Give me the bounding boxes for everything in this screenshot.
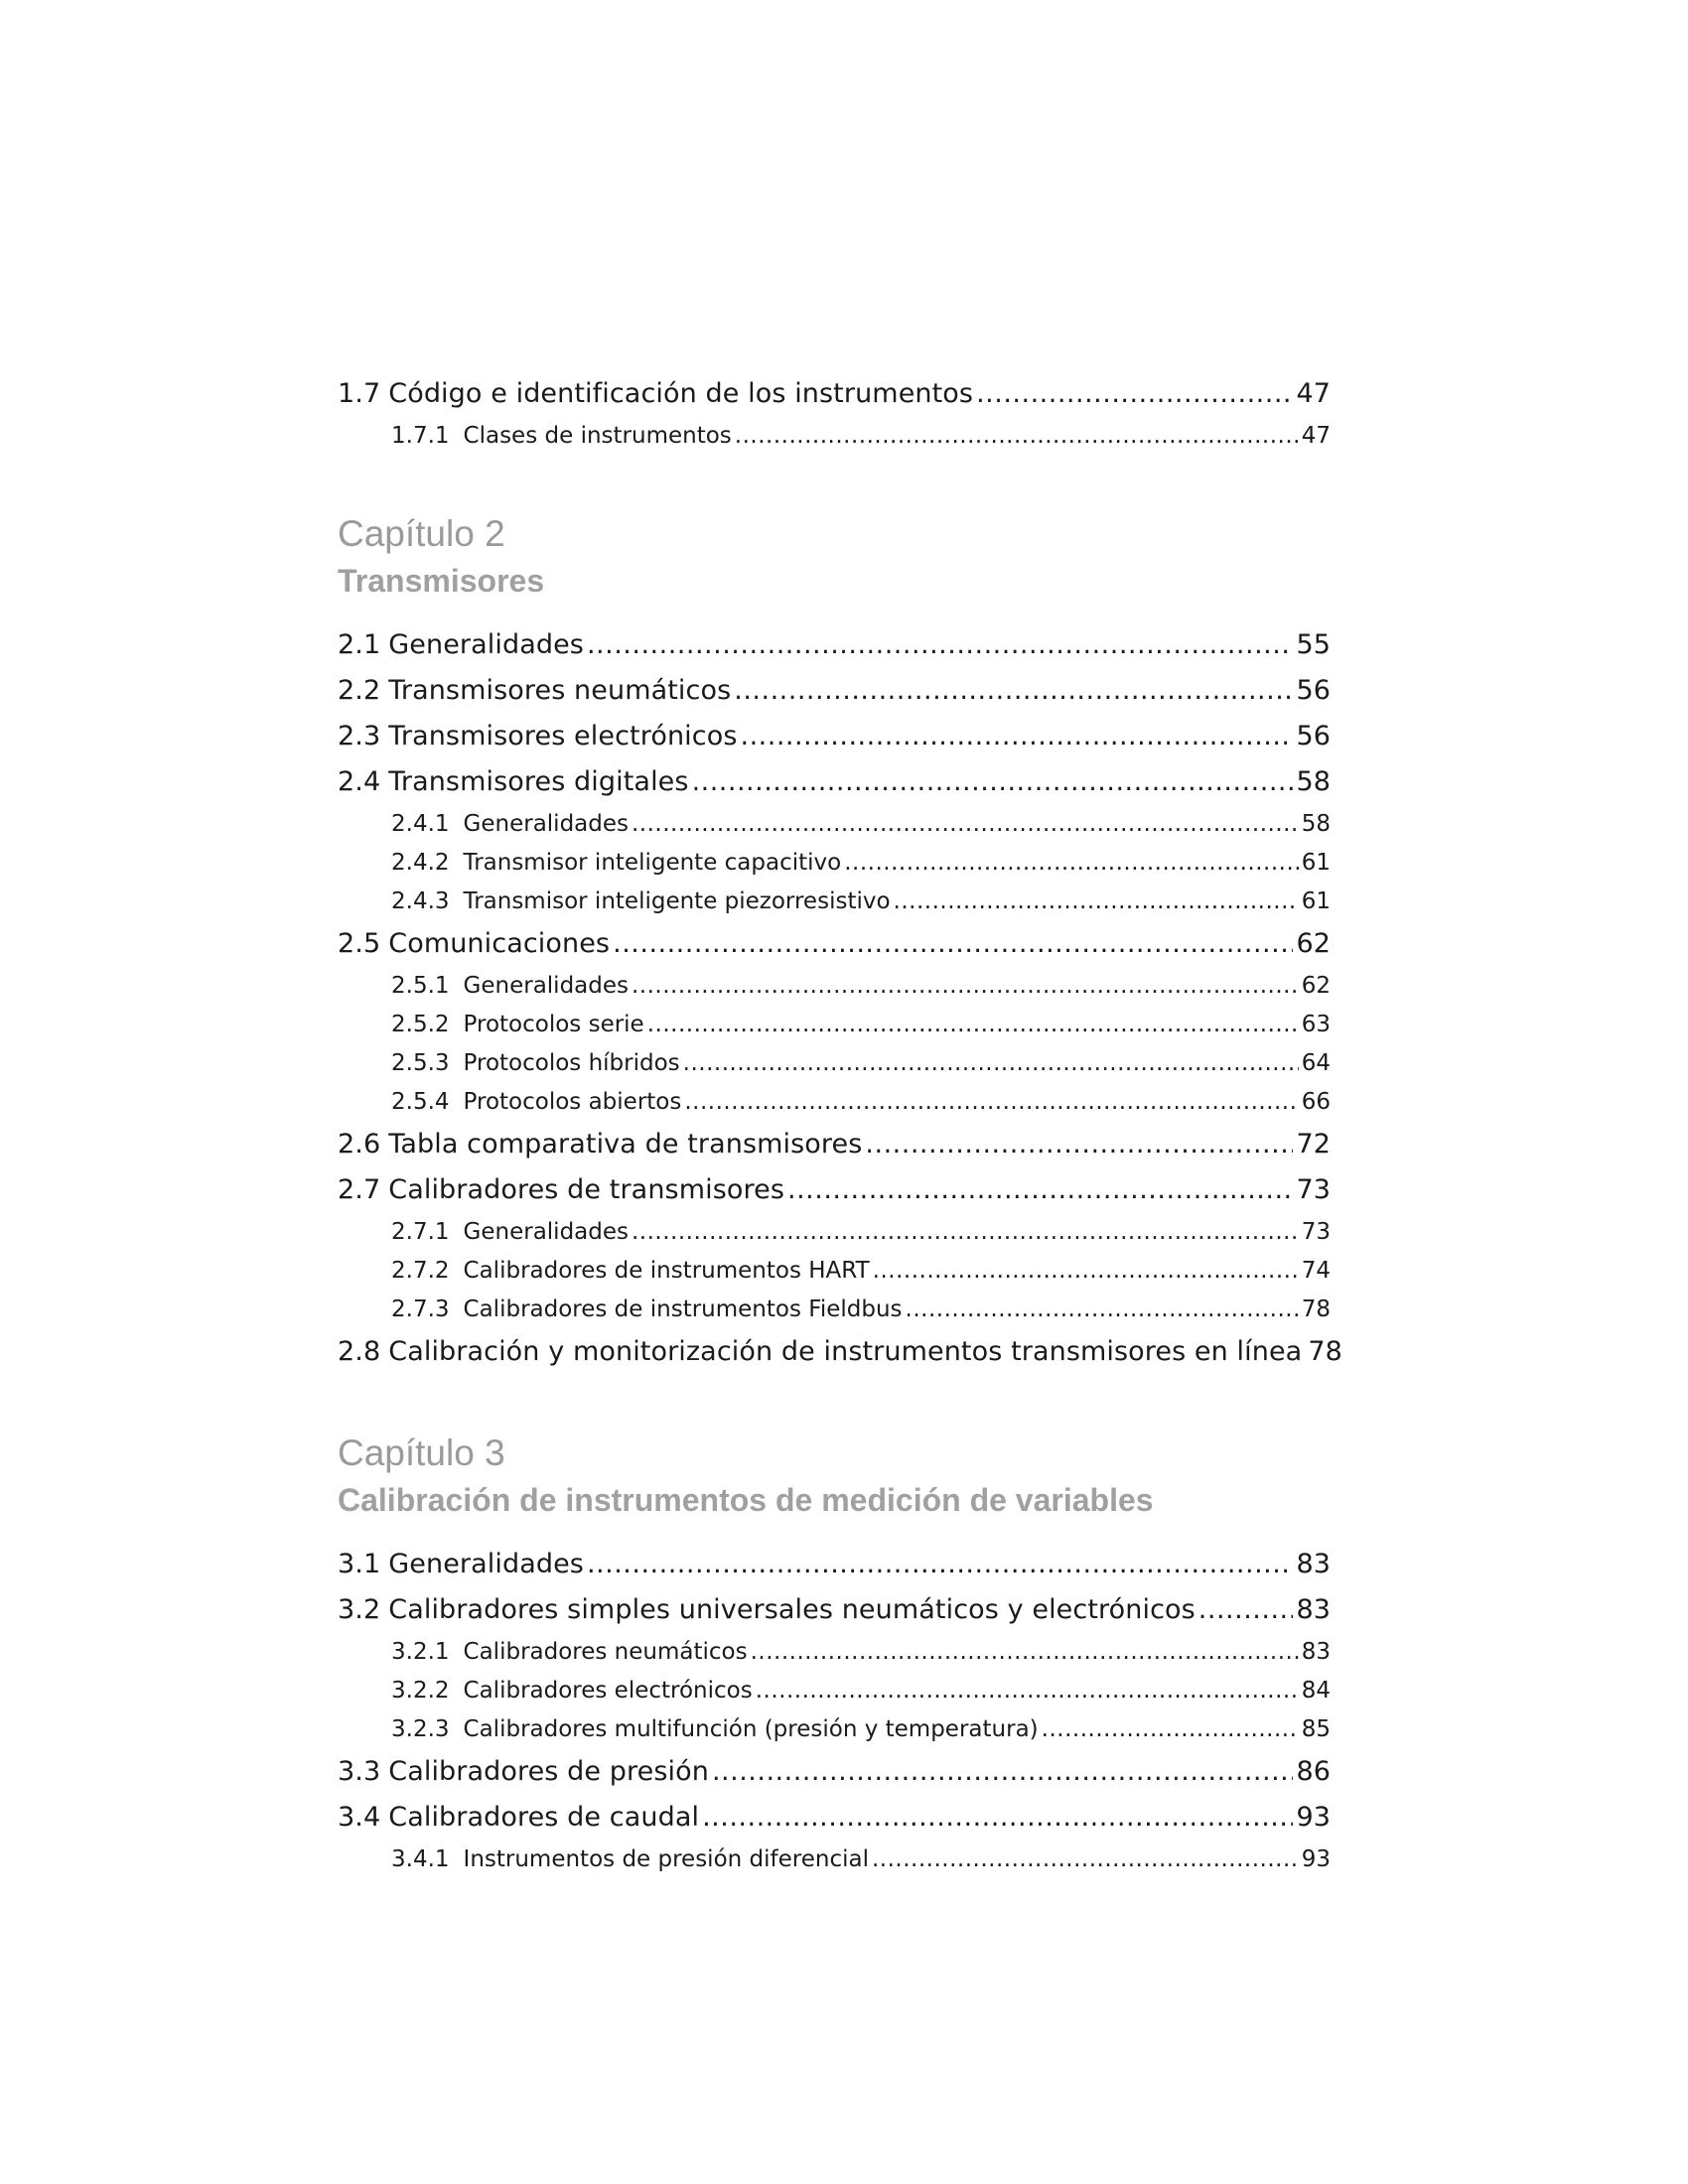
page-number: 56: [1296, 721, 1331, 751]
toc-entry[interactable]: [338, 1329, 1342, 1375]
toc-subentry[interactable]: [338, 1633, 1331, 1672]
chapter-block: [338, 456, 1342, 1375]
toc-entry-label: [391, 1252, 870, 1291]
dot-leader: [844, 844, 1299, 883]
section-number: 2.4.3: [391, 888, 450, 914]
toc-entry-label: [338, 622, 584, 668]
toc-entry-label: [391, 1044, 680, 1083]
toc-entry[interactable]: [338, 622, 1331, 668]
toc-entry[interactable]: [338, 1122, 1331, 1167]
section-title: Calibradores neumáticos: [463, 1639, 748, 1665]
section-number: 2.5.1: [391, 973, 450, 999]
page-number: 66: [1301, 1089, 1331, 1115]
chapter-subtitle: Calibración de instrumentos de medición de variables: [338, 1482, 1154, 1518]
dot-leader: [873, 1252, 1299, 1291]
dot-leader: [684, 1083, 1298, 1122]
page-number: 64: [1301, 1050, 1331, 1076]
dot-leader: [735, 417, 1299, 456]
section-number: 2.8: [338, 1336, 381, 1367]
toc-subentry[interactable]: [338, 1672, 1331, 1710]
toc-entry-label: [338, 1587, 1196, 1633]
dot-leader: [632, 805, 1299, 844]
page-number: 93: [1301, 1846, 1331, 1872]
section-title: Código e identificación de los instrumentos: [388, 378, 974, 409]
toc-subentry[interactable]: [338, 1841, 1331, 1879]
toc-entry[interactable]: [338, 1587, 1331, 1633]
section-number: 2.5.3: [391, 1050, 450, 1076]
dot-leader: [906, 1291, 1299, 1329]
toc-entry-label: [338, 371, 973, 417]
dot-leader: [1042, 1710, 1299, 1749]
chapter-title: Capítulo 3: [338, 1433, 505, 1473]
section-title: Calibradores simples universales neumáticos y electrónicos: [388, 1594, 1196, 1625]
dot-leader: [632, 1213, 1299, 1252]
toc-entry-label: [391, 1083, 681, 1122]
section-title: Transmisor inteligente piezorresistivo: [463, 888, 891, 914]
toc-entry-label: [338, 1795, 699, 1841]
dot-leader: [647, 1006, 1299, 1044]
toc-entry-label: [391, 1672, 753, 1710]
page-number: 47: [1296, 378, 1331, 409]
toc-entry[interactable]: [338, 921, 1331, 967]
page-number: 83: [1296, 1549, 1331, 1579]
section-title: Generalidades: [388, 629, 584, 660]
page-number: 83: [1296, 1594, 1331, 1625]
toc-entry[interactable]: [338, 1167, 1331, 1213]
page-number: 58: [1296, 766, 1331, 797]
dot-leader: [587, 622, 1293, 668]
page-number: 85: [1301, 1716, 1331, 1742]
toc-entry-label: [391, 1633, 748, 1672]
dot-leader: [751, 1633, 1299, 1672]
toc-entry-label: [391, 967, 629, 1006]
dot-leader: [692, 759, 1294, 805]
section-title: Instrumentos de presión diferencial: [463, 1846, 869, 1872]
toc-subentry[interactable]: [338, 1252, 1331, 1291]
section-title: Calibración y monitorización de instrumentos transmisores en línea: [388, 1336, 1303, 1367]
section-spacer: [338, 456, 1331, 509]
section-number: 2.7.2: [391, 1258, 450, 1284]
page-number: 56: [1296, 675, 1331, 706]
dot-leader: [872, 1841, 1299, 1879]
page-number: 93: [1296, 1802, 1331, 1833]
heading-spacer: [338, 603, 1331, 622]
section-title: Calibradores multifunción (presión y temperatura): [463, 1716, 1039, 1742]
section-title: Tabla comparativa de transmisores: [388, 1129, 863, 1160]
toc-block: [338, 371, 1331, 456]
toc-entry-label: [391, 805, 629, 844]
dot-leader: [894, 883, 1299, 921]
toc-subentry[interactable]: [338, 1083, 1331, 1122]
page-number: 58: [1301, 811, 1331, 837]
section-number: 2.6: [338, 1129, 381, 1160]
toc-subentry[interactable]: [338, 967, 1331, 1006]
section-number: 3.4: [338, 1802, 381, 1833]
section-title: Protocolos serie: [463, 1012, 644, 1037]
page-number: 83: [1301, 1639, 1331, 1665]
section-title: Generalidades: [388, 1549, 584, 1579]
dot-leader: [1198, 1587, 1294, 1633]
section-number: 2.4.2: [391, 850, 450, 876]
toc-entry-label: [391, 1006, 644, 1044]
dot-leader: [683, 1044, 1299, 1083]
section-number: 3.4.1: [391, 1846, 450, 1872]
toc-entry[interactable]: [338, 371, 1331, 417]
toc-entry[interactable]: [338, 1795, 1331, 1841]
toc-subentry[interactable]: [338, 805, 1331, 844]
page-number: 84: [1301, 1678, 1331, 1704]
page-number: 78: [1308, 1336, 1342, 1367]
chapter-subtitle: Transmisores: [338, 563, 545, 599]
page-number: 61: [1301, 850, 1331, 876]
section-number: 2.1: [338, 629, 381, 660]
section-title: Generalidades: [463, 973, 629, 999]
section-number: 2.4.1: [391, 811, 450, 837]
section-number: 2.5: [338, 928, 381, 959]
section-number: 3.3: [338, 1756, 381, 1787]
section-title: Protocolos abiertos: [463, 1089, 682, 1115]
toc-entry-label: [391, 1213, 629, 1252]
section-title: Transmisores electrónicos: [388, 721, 738, 751]
section-number: 2.3: [338, 721, 381, 751]
dot-leader: [787, 1167, 1293, 1213]
toc-entry-label: [338, 759, 689, 805]
toc-entry[interactable]: [338, 1749, 1331, 1795]
toc-entry[interactable]: [338, 1542, 1331, 1587]
dot-leader: [702, 1795, 1293, 1841]
section-title: Calibradores de instrumentos Fieldbus: [463, 1297, 903, 1322]
toc-entry[interactable]: [338, 759, 1331, 805]
section-title: Generalidades: [463, 1219, 629, 1245]
page-number: 61: [1301, 888, 1331, 914]
heading-spacer: [338, 1522, 1331, 1542]
section-number: 2.4: [338, 766, 381, 797]
toc-entry-label: [338, 714, 737, 759]
section-title: Generalidades: [463, 811, 629, 837]
section-number: 3.1: [338, 1549, 381, 1579]
section-number: 3.2.3: [391, 1716, 450, 1742]
section-number: 3.2: [338, 1594, 381, 1625]
toc-entry[interactable]: [338, 714, 1331, 759]
section-title: Clases de instrumentos: [463, 423, 732, 449]
chapter-block: [338, 1375, 1331, 1879]
toc-subentry[interactable]: [338, 1291, 1331, 1329]
section-title: Protocolos híbridos: [463, 1050, 680, 1076]
section-number: 2.5.4: [391, 1089, 450, 1115]
dot-leader: [976, 371, 1293, 417]
toc-entry-label: [391, 844, 841, 883]
page-number: 62: [1301, 973, 1331, 999]
section-number: 2.5.2: [391, 1012, 450, 1037]
toc-subentry[interactable]: [338, 1213, 1331, 1252]
dot-leader: [740, 714, 1293, 759]
section-number: 2.2: [338, 675, 381, 706]
section-number: 1.7.1: [391, 423, 450, 449]
section-title: Calibradores electrónicos: [463, 1678, 753, 1704]
section-number: 2.7.1: [391, 1219, 450, 1245]
section-number: 2.7.3: [391, 1297, 450, 1322]
toc-entry-label: [338, 1329, 1302, 1375]
page-number: 55: [1296, 629, 1331, 660]
toc-entry-label: [391, 1841, 869, 1879]
toc-entry-label: [391, 1291, 903, 1329]
section-title: Transmisores digitales: [388, 766, 689, 797]
dot-leader: [587, 1542, 1293, 1587]
section-title: Transmisores neumáticos: [388, 675, 732, 706]
page-number: 78: [1301, 1297, 1331, 1322]
page-number: 86: [1296, 1756, 1331, 1787]
dot-leader: [613, 921, 1293, 967]
toc-entry-label: [391, 1710, 1039, 1749]
toc-subentry[interactable]: [338, 417, 1331, 456]
page-number: 74: [1301, 1258, 1331, 1284]
page-number: 73: [1301, 1219, 1331, 1245]
toc-subentry[interactable]: [338, 844, 1331, 883]
section-title: Calibradores de presión: [388, 1756, 709, 1787]
toc-entry-label: [338, 1167, 784, 1213]
toc-entry-label: [338, 921, 610, 967]
page-number: 62: [1296, 928, 1331, 959]
dot-leader: [734, 668, 1293, 714]
page-number: 72: [1296, 1129, 1331, 1160]
toc-entry-label: [338, 1749, 709, 1795]
toc-entry-label: [338, 1542, 584, 1587]
section-title: Calibradores de caudal: [388, 1802, 700, 1833]
page-number: 47: [1301, 423, 1331, 449]
section-title: Calibradores de instrumentos HART: [463, 1258, 870, 1284]
section-title: Transmisor inteligente capacitivo: [463, 850, 842, 876]
section-number: 2.7: [338, 1174, 381, 1205]
page-number: 63: [1301, 1012, 1331, 1037]
toc-entry-label: [391, 883, 891, 921]
section-title: Comunicaciones: [388, 928, 611, 959]
toc-subentry[interactable]: [338, 1710, 1331, 1749]
toc-entry-label: [338, 668, 731, 714]
dot-leader: [756, 1672, 1299, 1710]
toc-entry-label: [391, 417, 732, 456]
table-of-contents: [338, 371, 1342, 1879]
toc-subentry[interactable]: [338, 1006, 1331, 1044]
chapter-title: Capítulo 2: [338, 513, 505, 554]
page-number: 73: [1296, 1174, 1331, 1205]
toc-subentry[interactable]: [338, 1044, 1331, 1083]
section-number: 3.2.2: [391, 1678, 450, 1704]
section-number: 3.2.1: [391, 1639, 450, 1665]
toc-subentry[interactable]: [338, 883, 1331, 921]
dot-leader: [865, 1122, 1293, 1167]
section-title: Calibradores de transmisores: [388, 1174, 784, 1205]
dot-leader: [712, 1749, 1293, 1795]
section-spacer: [338, 1375, 1331, 1429]
toc-entry[interactable]: [338, 668, 1331, 714]
section-number: 1.7: [338, 378, 381, 409]
toc-entry-label: [338, 1122, 862, 1167]
dot-leader: [632, 967, 1299, 1006]
